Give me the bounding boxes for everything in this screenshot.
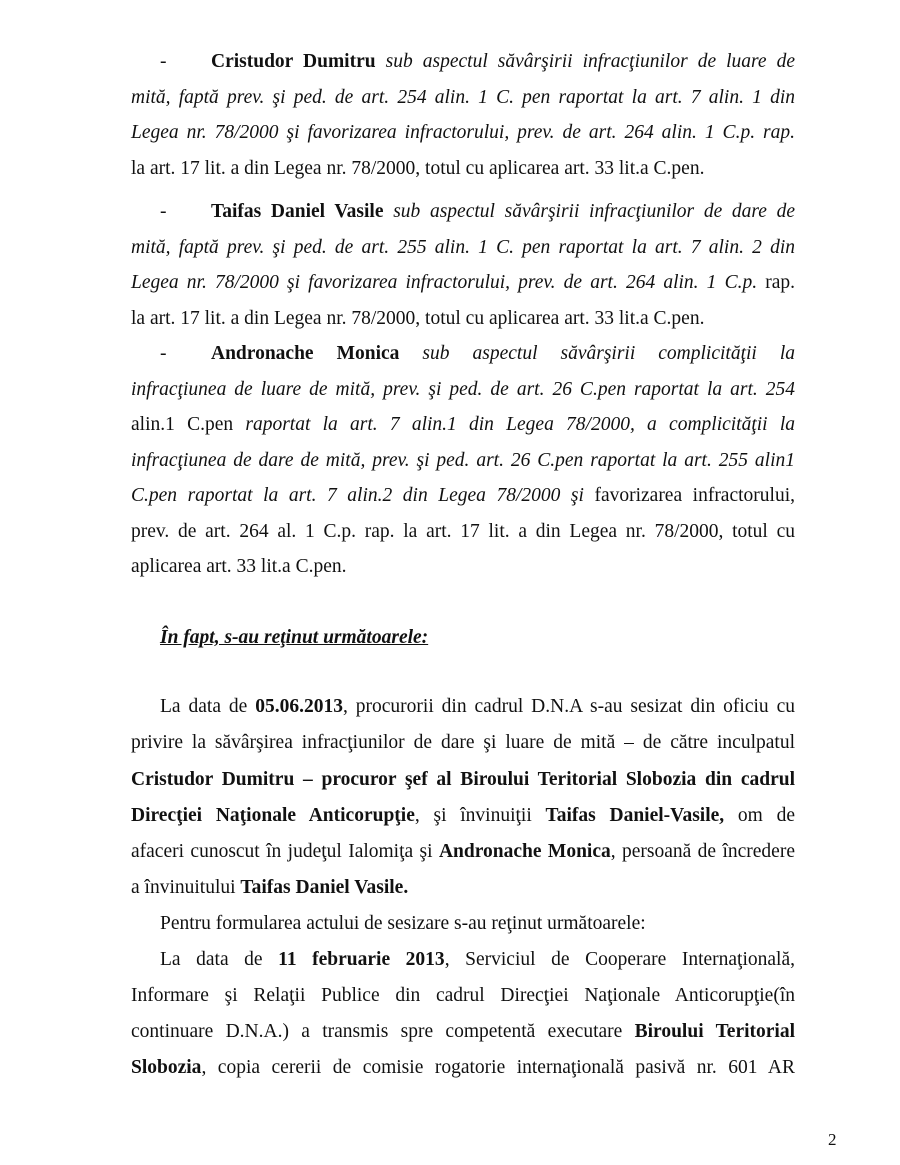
text-segment: , şi învinuiţii (414, 805, 546, 826)
text-segment: , procurorii din cadrul D.N.A s-au sesizat din oficiu cu (342, 696, 795, 717)
text-segment: La data de (160, 949, 279, 970)
text-line (131, 725, 795, 760)
text-segment: continuare D.N.A.) a transmis spre competentă executare (131, 1021, 635, 1042)
text-line (160, 942, 795, 977)
list-bullet: - (160, 51, 167, 72)
text-segment: privire la săvârşirea infracţiunilor de dare şi luare de mită – de către inculpatul (131, 732, 795, 753)
text-segment: la art. 17 lit. a din Legea nr. 78/2000, totul cu aplicarea art. 33 lit.a C.pen. (131, 157, 705, 179)
text-line (131, 265, 795, 300)
text-segment: , persoană de încredere (610, 841, 795, 862)
italic-text: sub aspectul săvârşirii complicităţii la (399, 343, 795, 364)
italic-text: raportat la art. 7 alin.1 din Legea 78/2000, a complicităţii la (245, 414, 795, 435)
italic-text: infracţiunea de dare de mită, prev. şi ped. art. 26 C.pen raportat la art. 255 alin1 (131, 449, 795, 471)
page-number: 2 (828, 1130, 837, 1149)
text-line (131, 978, 795, 1013)
text-line (131, 834, 795, 869)
text-line (211, 44, 795, 79)
bold-text: Taifas Daniel Vasile (211, 201, 384, 222)
bold-text: Taifas Daniel-Vasile, (545, 805, 725, 826)
text-segment: , Serviciul de Cooperare Internaţională, (444, 949, 795, 970)
text-segment: rap. (757, 272, 795, 293)
bold-text: Slobozia (131, 1057, 202, 1078)
text-segment: prev. de art. 264 al. 1 C.p. rap. la art. 17 lit. a din Legea nr. 78/2000, totul cu (131, 520, 795, 542)
italic-text: Legea nr. 78/2000 şi favorizarea infractorului, prev. de art. 264 alin. 1 C.p. (131, 272, 758, 293)
text-line (131, 151, 795, 186)
text-segment: Informare şi Relaţii Publice din cadrul Direcţiei Naţionale Anticorupţie(în (131, 985, 795, 1006)
bold-text: Andronache Monica (211, 343, 400, 364)
text-line (160, 689, 795, 724)
text-line (131, 549, 795, 584)
text-line (131, 1014, 795, 1049)
italic-text: sub aspectul săvârşirii infracţiunilor de dare de (383, 201, 795, 222)
italic-text: Legea nr. 78/2000 şi favorizarea infractorului, prev. de art. 264 alin. 1 C.p. rap. (131, 122, 795, 143)
list-bullet: - (160, 343, 167, 364)
italic-text: infracţiunea de luare de mită, prev. şi ped. de art. 26 C.pen raportat la art. 254 (131, 378, 795, 400)
text-segment: alin.1 C.pen (131, 414, 246, 435)
text-segment: favorizarea infractorului, (583, 485, 795, 506)
text-segment: om de (724, 805, 796, 826)
text-line (131, 115, 795, 150)
text-line (131, 478, 795, 513)
bold-text: Biroului Teritorial (634, 1021, 795, 1042)
italic-text: sub aspectul săvârşirii infracţiunilor de luare de (375, 51, 796, 72)
text-line (211, 336, 795, 371)
text-segment: la art. 17 lit. a din Legea nr. 78/2000, totul cu aplicarea art. 33 lit.a C.pen. (131, 307, 705, 329)
text-segment: La data de (160, 696, 256, 717)
text-segment: aplicarea art. 33 lit.a C.pen. (131, 556, 347, 577)
text-line (131, 1050, 795, 1085)
text-line (211, 194, 795, 229)
italic-text: mită, faptă prev. şi ped. de art. 254 alin. 1 C. pen raportat la art. 7 alin. 1 din (131, 86, 795, 108)
bold-text: Cristudor Dumitru – procuror şef al Biroului Teritorial Slobozia din cadrul (131, 769, 795, 790)
italic-text: mită, faptă prev. şi ped. de art. 255 alin. 1 C. pen raportat la art. 7 alin. 2 din (131, 236, 795, 258)
text-line (131, 443, 795, 478)
bold-text: Taifas Daniel Vasile. (240, 877, 409, 898)
section-heading: În fapt, s-au reţinut următoarele: (160, 627, 429, 648)
text-line (131, 407, 795, 442)
text-line (131, 762, 795, 797)
text-line (131, 80, 795, 115)
bold-text: 11 februarie 2013 (278, 949, 445, 970)
text-line (131, 798, 795, 833)
list-bullet: - (160, 201, 167, 222)
text-line (131, 301, 795, 336)
text-segment: a învinuitului (131, 877, 241, 898)
bold-text: 05.06.2013 (255, 696, 343, 717)
text-line (131, 372, 795, 407)
text-line (131, 230, 795, 265)
bold-text: Direcţiei Naţionale Anticorupţie (131, 805, 415, 826)
text-line (131, 514, 795, 549)
text-line (131, 870, 795, 905)
text-segment: , copia cererii de comisie rogatorie internaţională pasivă nr. 601 AR (201, 1057, 795, 1078)
italic-text: C.pen raportat la art. 7 alin.2 din Legea 78/2000 şi (131, 485, 584, 506)
bold-text: Andronache Monica (438, 841, 611, 862)
text-line (160, 906, 795, 941)
bold-text: Cristudor Dumitru (211, 51, 376, 72)
text-segment: afaceri cunoscut în judeţul Ialomiţa şi (131, 841, 439, 862)
text-segment: Pentru formularea actului de sesizare s-au reţinut următoarele: (160, 913, 646, 934)
